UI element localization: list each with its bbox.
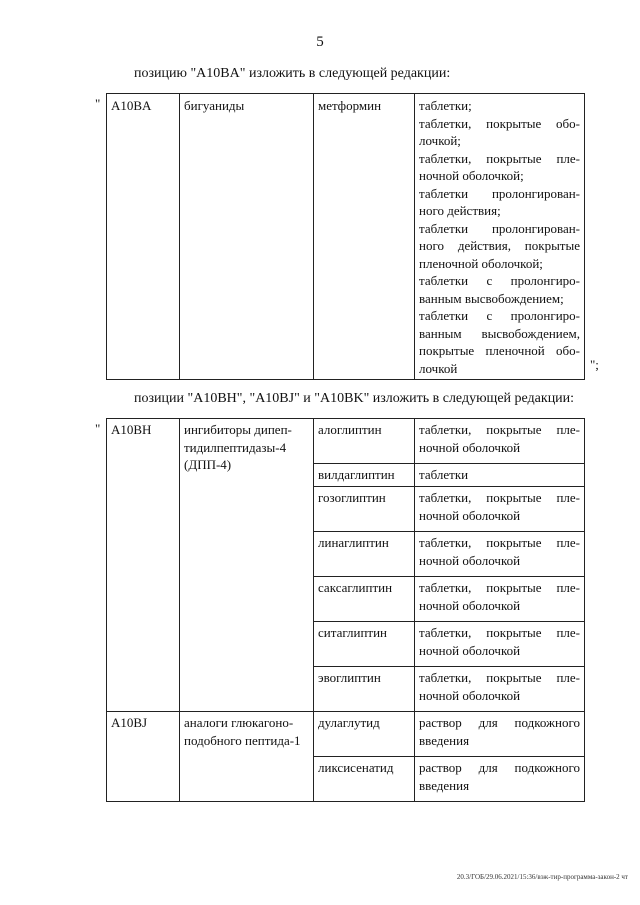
inn-cell: алоглиптин <box>314 419 415 464</box>
table-row <box>107 712 585 757</box>
dosage-form-line: таблетки с пролонгиро-ванным высвобождением; <box>419 273 580 306</box>
atc-code-cell: A10BA <box>107 94 180 380</box>
footer-stamp: 20.3/ГОБ/29.06.2021/15:36/вэж-тир-программа-закон-2 чт <box>456 873 628 881</box>
dosage-form-cell <box>415 94 585 380</box>
position-table-a10bh-a10bj <box>106 418 585 802</box>
dosage-form-line: таблетки; <box>419 98 472 113</box>
closing-quote: "; <box>590 357 599 372</box>
inn-cell: линаглиптин <box>314 532 415 577</box>
page-number: 5 <box>316 34 324 50</box>
intro-text-1: позицию "A10BA" изложить в следующей редакции: <box>134 66 451 81</box>
group-cell: бигуаниды <box>180 94 314 380</box>
dosage-form-cell: раствор для подкожного введения <box>415 757 585 802</box>
opening-quote: " <box>95 421 101 436</box>
dosage-form-line: таблетки, покрытые пле-ночной оболочкой; <box>419 150 580 183</box>
inn-cell: саксаглиптин <box>314 577 415 622</box>
atc-code-cell: A10BJ <box>107 712 180 802</box>
inn-cell: дулаглутид <box>314 712 415 757</box>
dosage-form-line: таблетки с пролонгиро-ванным высвобождением, покрытые пленочной обо-лочкой <box>419 308 580 376</box>
inn-cell: ликсисенатид <box>314 757 415 802</box>
dosage-form-cell: таблетки, покрытые пле-ночной оболочкой <box>415 419 585 464</box>
dosage-form-cell: таблетки, покрытые пле-ночной оболочкой <box>415 487 585 532</box>
dosage-form-cell: таблетки, покрытые пле-ночной оболочкой <box>415 667 585 712</box>
intro-text-2: позиции "A10BH", "A10BJ" и "A10BK" изложить в следующей редакции: <box>134 391 575 406</box>
inn-cell: метформин <box>314 94 415 380</box>
opening-quote: " <box>95 96 101 111</box>
dosage-form-cell: таблетки, покрытые пле-ночной оболочкой <box>415 577 585 622</box>
inn-cell: ситаглиптин <box>314 622 415 667</box>
group-cell: аналоги глюкагоно-подобного пептида-1 <box>180 712 314 802</box>
dosage-form-line: таблетки пролонгирован-ного действия; <box>419 185 580 218</box>
dosage-form-cell: раствор для подкожного введения <box>415 712 585 757</box>
inn-cell: вилдаглиптин <box>314 464 415 487</box>
inn-cell: гозоглиптин <box>314 487 415 532</box>
dosage-form-cell: таблетки <box>415 464 585 487</box>
table-row <box>107 94 585 380</box>
dosage-form-cell: таблетки, покрытые пле-ночной оболочкой <box>415 532 585 577</box>
position-table-a10ba <box>106 93 585 380</box>
group-cell: ингибиторы дипеп-тидилпептидазы-4 (ДПП-4) <box>180 419 314 712</box>
dosage-form-line: таблетки, покрытые обо-лочкой; <box>419 115 580 148</box>
dosage-form-cell: таблетки, покрытые пле-ночной оболочкой <box>415 622 585 667</box>
dosage-form-line: таблетки пролонгирован-ного действия, покрытые пленочной оболочкой; <box>419 220 580 271</box>
inn-cell: эвоглиптин <box>314 667 415 712</box>
table-row <box>107 419 585 464</box>
atc-code-cell: A10BH <box>107 419 180 712</box>
